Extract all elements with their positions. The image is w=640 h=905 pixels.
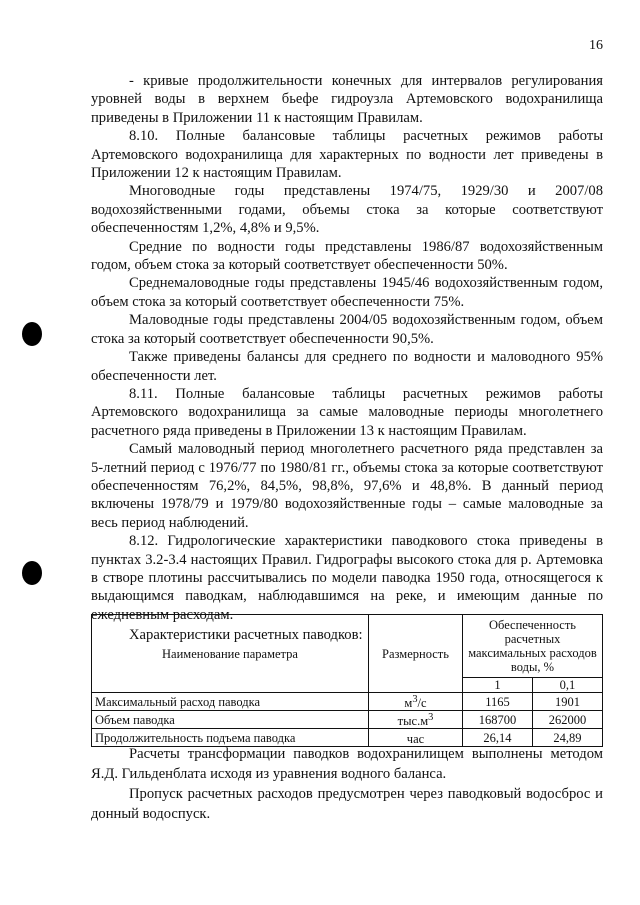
paragraph: Маловодные годы представлены 2004/05 водохозяйственным годом, объем стока за который соответствует обеспеченности 90,5%.	[91, 312, 603, 347]
row-unit: $тыс.м^3$	[369, 711, 463, 729]
row-value-p2: 1901	[532, 693, 602, 711]
row-value-p2: 262000	[532, 711, 602, 729]
table-row	[92, 693, 603, 711]
row-name: Максимальный расход паводка	[92, 693, 369, 711]
row-name: Объем паводка	[92, 711, 369, 729]
row-unit: $м^3/с$	[369, 693, 463, 711]
paragraph: Пропуск расчетных расходов предусмотрен через паводковый водосброс и донный водоспуск.	[91, 786, 603, 822]
paragraph: - кривые продолжительности конечных для интервалов регулирования уровней воды в верхнем бьефе гидроузла Артемовского водохранилища приведены в Приложении 11 к настоящим Правилам.	[91, 73, 603, 126]
row-unit: час	[369, 729, 463, 747]
binder-hole-top	[22, 322, 42, 346]
row-value-p1: 168700	[463, 711, 533, 729]
row-value-p2: 24,89	[532, 729, 602, 747]
paragraph: Расчеты трансформации паводков водохранилищем выполнены методом Я.Д. Гильденблата исходя из уравнения водного баланса.	[91, 746, 603, 782]
header-name: Наименование параметра	[92, 615, 369, 693]
header-p2: 0,1	[532, 678, 602, 693]
row-value-p1: 1165	[463, 693, 533, 711]
paragraph: 8.10. Полные балансовые таблицы расчетных режимов работы Артемовского водохранилища для характерных по водности лет приведены в Приложении 12 к настоящим Правилам.	[91, 128, 603, 182]
paragraph: 8.11. Полные балансовые таблицы расчетных режимов работы Артемовского водохранилища за самые маловодные периоды многолетнего расчетного ряда приведены в Приложении 13 к настоящим Правилам.	[91, 385, 603, 439]
closing-text	[91, 744, 603, 824]
table-caption: Характеристики расчетных паводков:	[129, 627, 363, 644]
row-name: Продолжительность подъема паводка	[92, 729, 369, 747]
flood-characteristics-table	[91, 614, 603, 747]
paragraph: 8.12. Гидрологические характеристики паводкового стока приведены в пунктах 3.2-3.4 настоящих Правил. Гидрографы высокого стока для р. Артемовка в створе плотины рассчитывались по модели паводка 1950 года, относящегося к выдающимся паводкам, наблюдавшимся на реке, и имеющим данные по ежедневным расходам.	[91, 533, 603, 623]
paragraph: Также приведены балансы для среднего по водности и маловодного 95% обеспеченности лет.	[91, 349, 603, 384]
header-probability: Обеспеченность расчетных максимальных расходов воды, %	[463, 615, 603, 678]
page-number: 16	[589, 38, 603, 53]
header-p1: 1	[463, 678, 533, 693]
paragraph: Многоводные годы представлены 1974/75, 1929/30 и 2007/08 водохозяйственными годами, объемы стока за которые соответствуют обеспеченностям 1,2%, 4,8% и 9,5%.	[91, 183, 603, 237]
body-text	[91, 72, 603, 645]
paragraph: Среднемаловодные годы представлены 1945/46 водохозяйственным годом, объем стока за который соответствует обеспеченности 75%.	[91, 275, 603, 310]
paragraph: Средние по водности годы представлены 1986/87 водохозяйственным годом, объем стока за который соответствует обеспеченности 50%.	[91, 238, 603, 274]
row-value-p1: 26,14	[463, 729, 533, 747]
header-unit: Размерность	[369, 615, 463, 693]
table-row	[92, 711, 603, 729]
paragraph: Самый маловодный период многолетнего расчетного ряда представлен за 5-летний период с 1976/77 по 1980/81 гг., объемы стока за которые соответствуют обеспеченностям 76,2%, 84,5%, 98,8%, 97,6% и 48,8%. В данный период включены 1978/79 и 1979/80 водохозяйственные годы – самые маловодные за весь период наблюдений.	[91, 441, 603, 531]
binder-hole-bottom	[22, 561, 42, 585]
table-header-row	[92, 615, 603, 678]
